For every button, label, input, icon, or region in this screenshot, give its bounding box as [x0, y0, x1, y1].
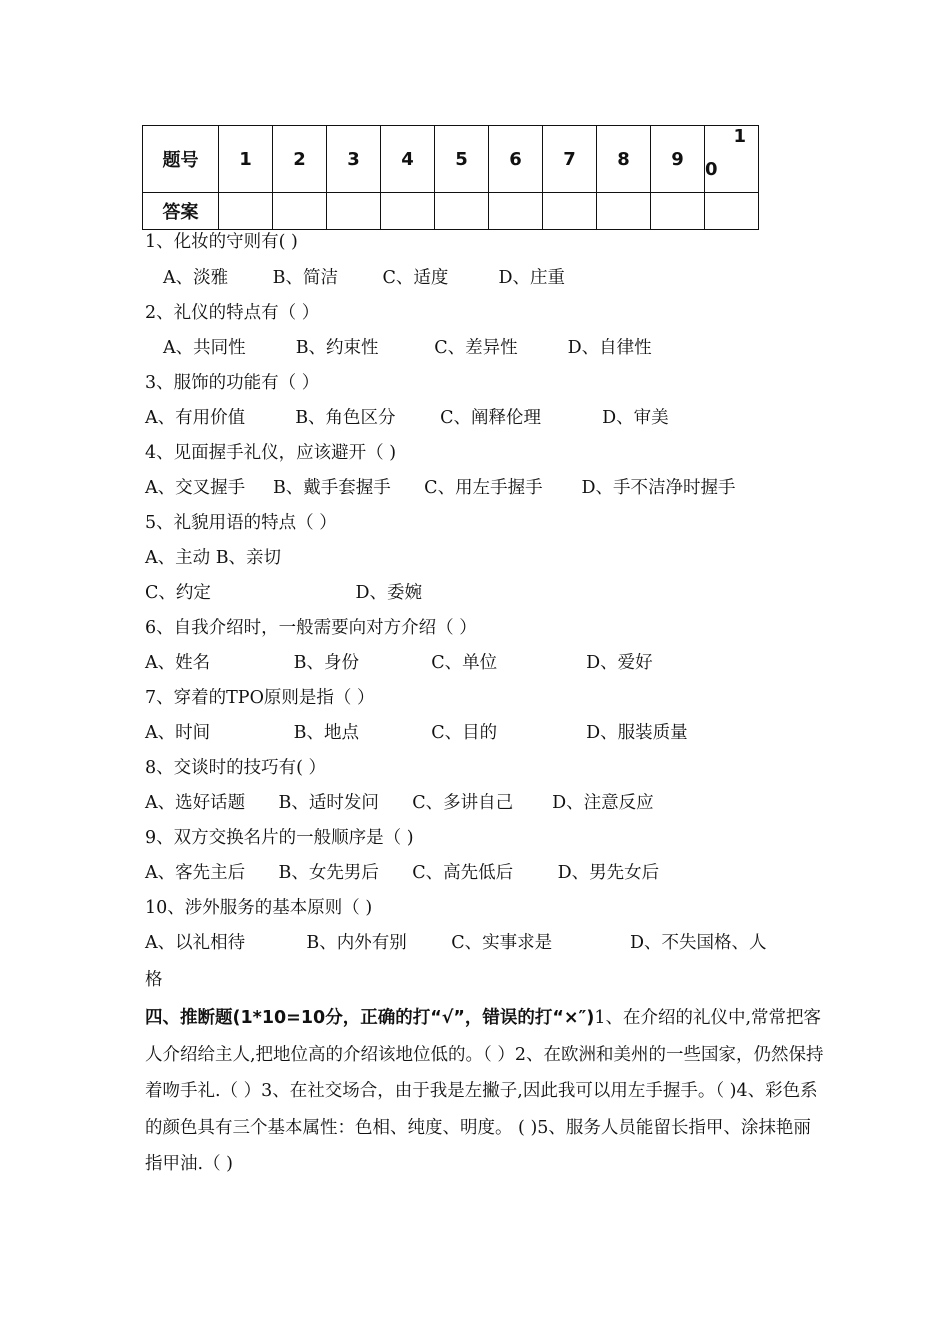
question-6: 6、自我介绍时，一般需要向对方介绍（ ）: [145, 618, 477, 638]
answer-cell[interactable]: [705, 193, 759, 230]
question-5: 5、礼貌用语的特点（ ）: [145, 513, 337, 533]
answer-row: [143, 193, 759, 230]
question-number-cell: 7: [543, 126, 597, 193]
question-1: 1、化妆的守则有( ): [145, 232, 298, 252]
question-number-10-top: 1: [733, 126, 746, 147]
options-10: A、以礼相待 B、内外有别 C、实事求是 D、不失国格、人: [145, 933, 767, 953]
question-number-row: [143, 126, 759, 193]
section-4-body: 1、在介绍的礼仪中,常常把客人介绍给主人,把地位高的介绍该地位低的。（ ）2、在欧洲和美州的一些国家，仍然保持着吻手礼.（ ）3、在社交场合，由于我是左撇子,因此我可以用左手握手。（ )4、彩色系的颜色具有三个基本属性：色相、纯度、明度。 ( )5、服务人员能留长指甲、涂抹艳丽指甲油.（ ): [145, 1008, 824, 1174]
question-number-cell: 4: [381, 126, 435, 193]
question-7: 7、穿着的TPO原则是指（ ）: [145, 688, 375, 708]
answer-label: 答案: [143, 193, 219, 230]
section-4-heading: 四、推断题(1*10=10分，正确的打“√”，错误的打“×″): [145, 1008, 595, 1028]
answer-cell[interactable]: [219, 193, 273, 230]
options-10-wrap: 格: [145, 970, 163, 990]
options-1: A、淡雅 B、简洁 C、适度 D、庄重: [163, 268, 565, 288]
options-7: A、时间 B、地点 C、目的 D、服装质量: [145, 723, 688, 743]
question-number-cell: 5: [435, 126, 489, 193]
answer-cell[interactable]: [489, 193, 543, 230]
options-3: A、有用价值 B、角色区分 C、阐释伦理 D、审美: [145, 408, 669, 428]
answer-cell[interactable]: [435, 193, 489, 230]
options-4: A、交叉握手 B、戴手套握手 C、用左手握手 D、手不洁净时握手: [145, 478, 736, 498]
question-2: 2、礼仪的特点有（ ）: [145, 303, 320, 323]
question-number-cell: 3: [327, 126, 381, 193]
question-number-cell: 2: [273, 126, 327, 193]
question-8: 8、交谈时的技巧有( ）: [145, 758, 327, 778]
options-6: A、姓名 B、身份 C、单位 D、爱好: [145, 653, 653, 673]
answer-grid: [142, 125, 759, 230]
question-10: 10、涉外服务的基本原则（ ): [145, 898, 373, 918]
question-3: 3、服饰的功能有（ ）: [145, 373, 320, 393]
options-5a: A、主动 B、亲切: [145, 548, 282, 568]
answer-cell[interactable]: [327, 193, 381, 230]
answer-cell[interactable]: [381, 193, 435, 230]
question-number-cell: 1: [219, 126, 273, 193]
question-9: 9、双方交换名片的一般顺序是（ ): [145, 828, 414, 848]
question-number-10-bottom: 0: [705, 159, 718, 180]
question-number-label: 题号: [143, 126, 219, 193]
answer-cell[interactable]: [651, 193, 705, 230]
question-number-cell: 6: [489, 126, 543, 193]
options-2: A、共同性 B、约束性 C、差异性 D、自律性: [163, 338, 652, 358]
answer-cell[interactable]: [543, 193, 597, 230]
section-4-paragraph: [145, 1000, 825, 1183]
question-number-cell: 9: [651, 126, 705, 193]
options-8: A、选好话题 B、适时发问 C、多讲自己 D、注意反应: [145, 793, 654, 813]
question-number-cell-10: [705, 126, 759, 193]
answer-cell[interactable]: [597, 193, 651, 230]
question-number-cell: 8: [597, 126, 651, 193]
options-9: A、客先主后 B、女先男后 C、高先低后 D、男先女后: [145, 863, 660, 883]
options-5b: C、约定 D、委婉: [145, 583, 423, 603]
answer-cell[interactable]: [273, 193, 327, 230]
question-4: 4、见面握手礼仪，应该避开（ ): [145, 443, 397, 463]
